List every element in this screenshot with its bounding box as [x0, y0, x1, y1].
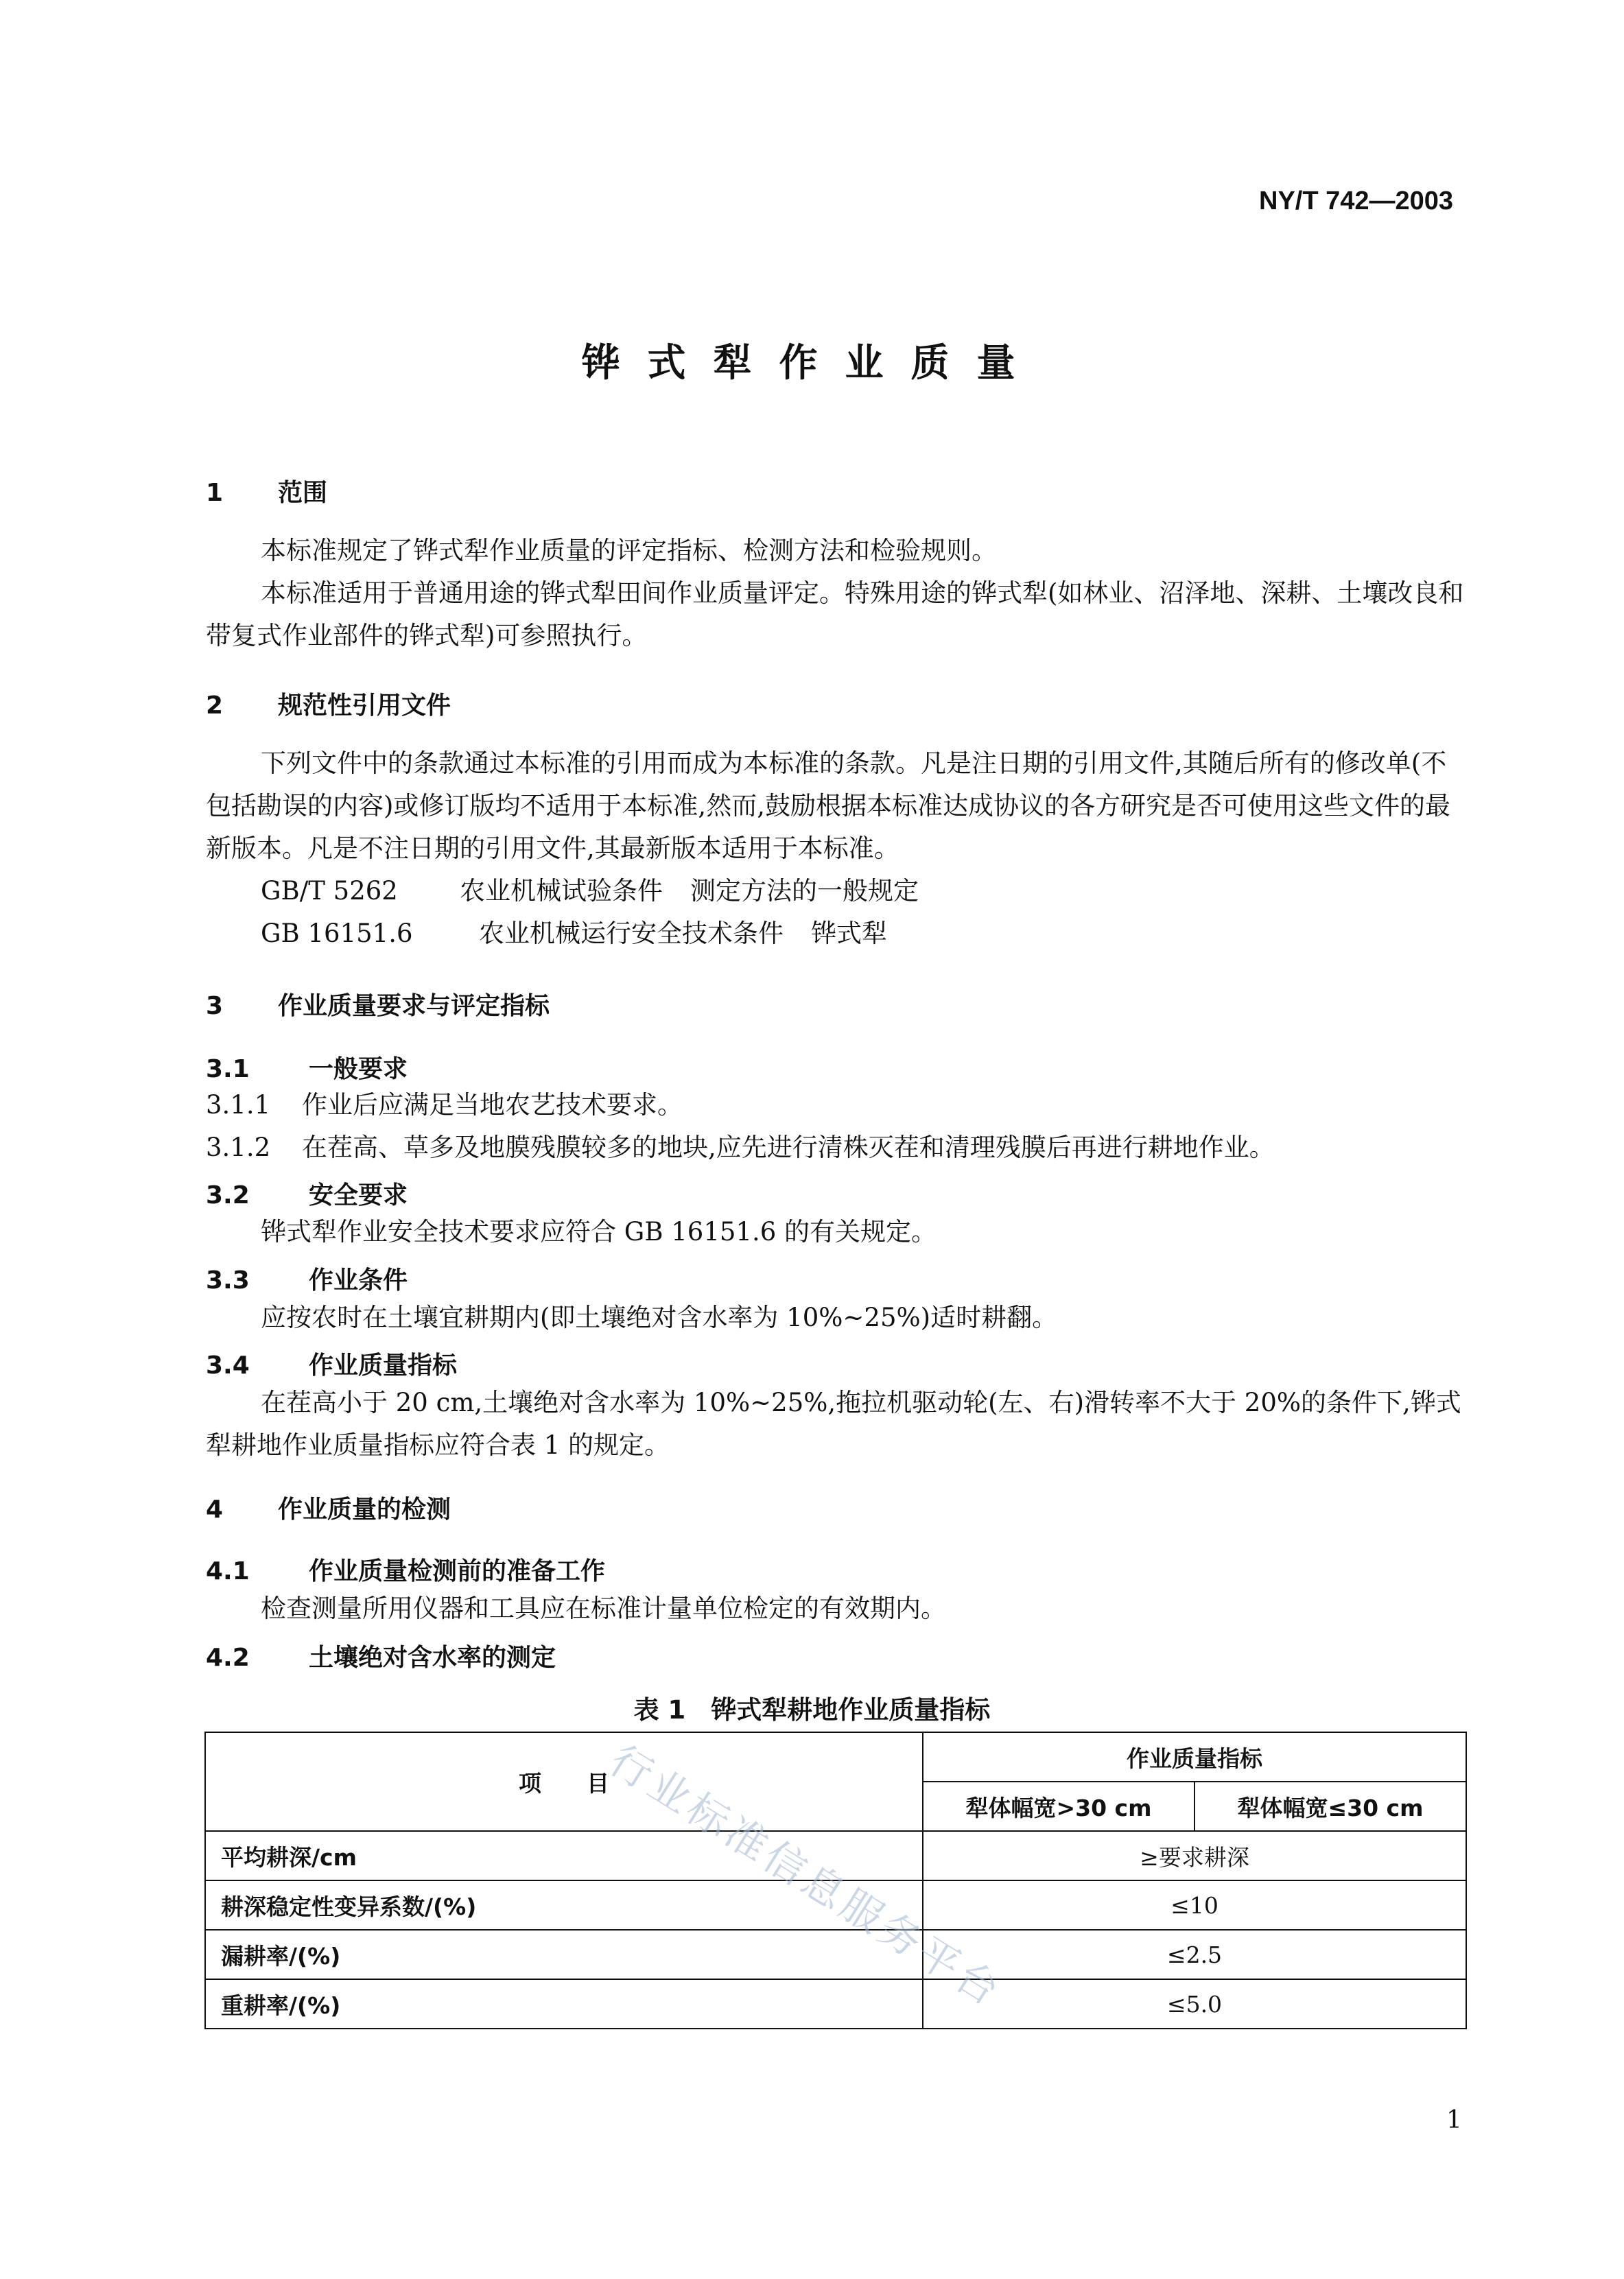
section-number: 1: [206, 479, 224, 507]
table-cell-value: ≤10: [923, 1880, 1466, 1930]
reference-title: 测定方法的一般规定: [690, 876, 919, 906]
subsection-number: 3.1: [206, 1055, 250, 1083]
reference-title: 农业机械运行安全技术条件: [479, 919, 784, 948]
subsection-3-2-heading: [206, 1176, 408, 1211]
clause-3-1-2: [206, 1126, 1275, 1169]
reference-code: GB/T 5262: [261, 876, 398, 906]
section-number: 3: [206, 992, 224, 1020]
table-header-group: 作业质量指标: [923, 1732, 1466, 1782]
table-cell-value: ≥要求耕深: [923, 1831, 1466, 1880]
table-cell-value: ≤2.5: [923, 1930, 1466, 1979]
subsection-3-3-heading: [206, 1261, 408, 1296]
table-row: [205, 1979, 1466, 2029]
reference-code: GB 16151.6: [261, 919, 413, 948]
clause-text: 在茬高、草多及地膜残膜较多的地块,应先进行清株灭茬和清理残膜后再进行耕地作业。: [302, 1133, 1275, 1162]
subsection-number: 4.2: [206, 1644, 250, 1672]
watermark-text: 行业标准信息服务平台: [601, 1736, 1011, 2018]
section-3-heading: [206, 987, 550, 1022]
subsection-title: 作业质量检测前的准备工作: [309, 1557, 606, 1585]
subsection-number: 4.1: [206, 1557, 250, 1585]
section-1-paragraph-1: 本标准规定了铧式犁作业质量的评定指标、检测方法和检验规则。: [261, 536, 997, 565]
section-2-heading: [206, 686, 451, 721]
standard-number: NY/T 742—2003: [1259, 187, 1454, 215]
table-cell-item: 平均耕深/cm: [205, 1831, 923, 1880]
table-cell-value: ≤5.0: [923, 1979, 1466, 2029]
clause-3-1-1: [206, 1084, 683, 1126]
table-header-col1: 犁体幅宽>30 cm: [923, 1782, 1195, 1831]
reference-item: [261, 870, 919, 912]
subsection-title: 作业条件: [309, 1266, 408, 1295]
table-header-col2: 犁体幅宽≤30 cm: [1195, 1782, 1466, 1831]
table-row: [205, 1930, 1466, 1979]
clause-text: 作业后应满足当地农艺技术要求。: [302, 1090, 683, 1120]
document-title: 铧式犁作业质量: [581, 341, 1043, 386]
table-cell-item: 漏耕率/(%): [205, 1930, 923, 1979]
clause-number: 3.1.2: [206, 1133, 271, 1162]
section-4-heading: [206, 1490, 451, 1525]
section-title: 作业质量的检测: [278, 1496, 451, 1524]
reference-title: 农业机械试验条件: [460, 876, 663, 906]
table-caption: 表 1 铧式犁耕地作业质量指标: [633, 1695, 991, 1725]
subsection-4-1-text: 检查测量所用仪器和工具应在标准计量单位检定的有效期内。: [261, 1594, 946, 1623]
subsection-title: 一般要求: [309, 1055, 408, 1083]
page-number: 1: [1446, 2106, 1462, 2134]
reference-item: [261, 912, 887, 955]
table-header-item: 项 目: [205, 1732, 923, 1831]
subsection-3-2-text: 铧式犁作业安全技术要求应符合 GB 16151.6 的有关规定。: [261, 1217, 937, 1247]
subsection-3-4-heading: [206, 1346, 457, 1381]
table-cell-item: 耕深稳定性变异系数/(%): [205, 1880, 923, 1930]
subsection-4-2-heading: [206, 1638, 556, 1673]
subsection-title: 土壤绝对含水率的测定: [309, 1644, 556, 1672]
subsection-number: 3.3: [206, 1266, 250, 1295]
section-number: 2: [206, 692, 224, 720]
section-title: 作业质量要求与评定指标: [278, 992, 550, 1020]
section-1-paragraph-2: 本标准适用于普通用途的铧式犁田间作业质量评定。特殊用途的铧式犁(如林业、沼泽地、深耕、土壤改良和带复式作业部件的铧式犁)可参照执行。: [206, 578, 1464, 650]
subsection-title: 安全要求: [309, 1181, 408, 1209]
subsection-number: 3.4: [206, 1351, 250, 1380]
section-2-paragraph: 下列文件中的条款通过本标准的引用而成为本标准的条款。凡是注日期的引用文件,其随后所有的修改单(不包括勘误的内容)或修订版均不适用于本标准,然而,鼓励根据本标准达成协议的各方研究是否可使用这些文件的最新版本。凡是不注日期的引用文件,其最新版本适用于本标准。: [206, 748, 1450, 863]
subsection-3-3-text: 应按农时在土壤宜耕期内(即土壤绝对含水率为 10%~25%)适时耕翻。: [261, 1303, 1058, 1332]
table-cell-item: 重耕率/(%): [205, 1979, 923, 2029]
subsection-number: 3.2: [206, 1181, 250, 1209]
subsection-title: 作业质量指标: [309, 1351, 458, 1380]
subsection-4-1-heading: [206, 1552, 605, 1587]
section-title: 范围: [278, 479, 328, 507]
clause-number: 3.1.1: [206, 1090, 271, 1120]
subsection-3-1-heading: [206, 1050, 408, 1085]
reference-title: 铧式犁: [811, 919, 887, 948]
section-number: 4: [206, 1496, 224, 1524]
subsection-3-4-text: 在茬高小于 20 cm,土壤绝对含水率为 10%~25%,拖拉机驱动轮(左、右)滑转率不大于 20%的条件下,铧式犁耕地作业质量指标应符合表 1 的规定。: [206, 1388, 1461, 1460]
section-title: 规范性引用文件: [278, 692, 451, 720]
section-1-heading: [206, 473, 327, 508]
